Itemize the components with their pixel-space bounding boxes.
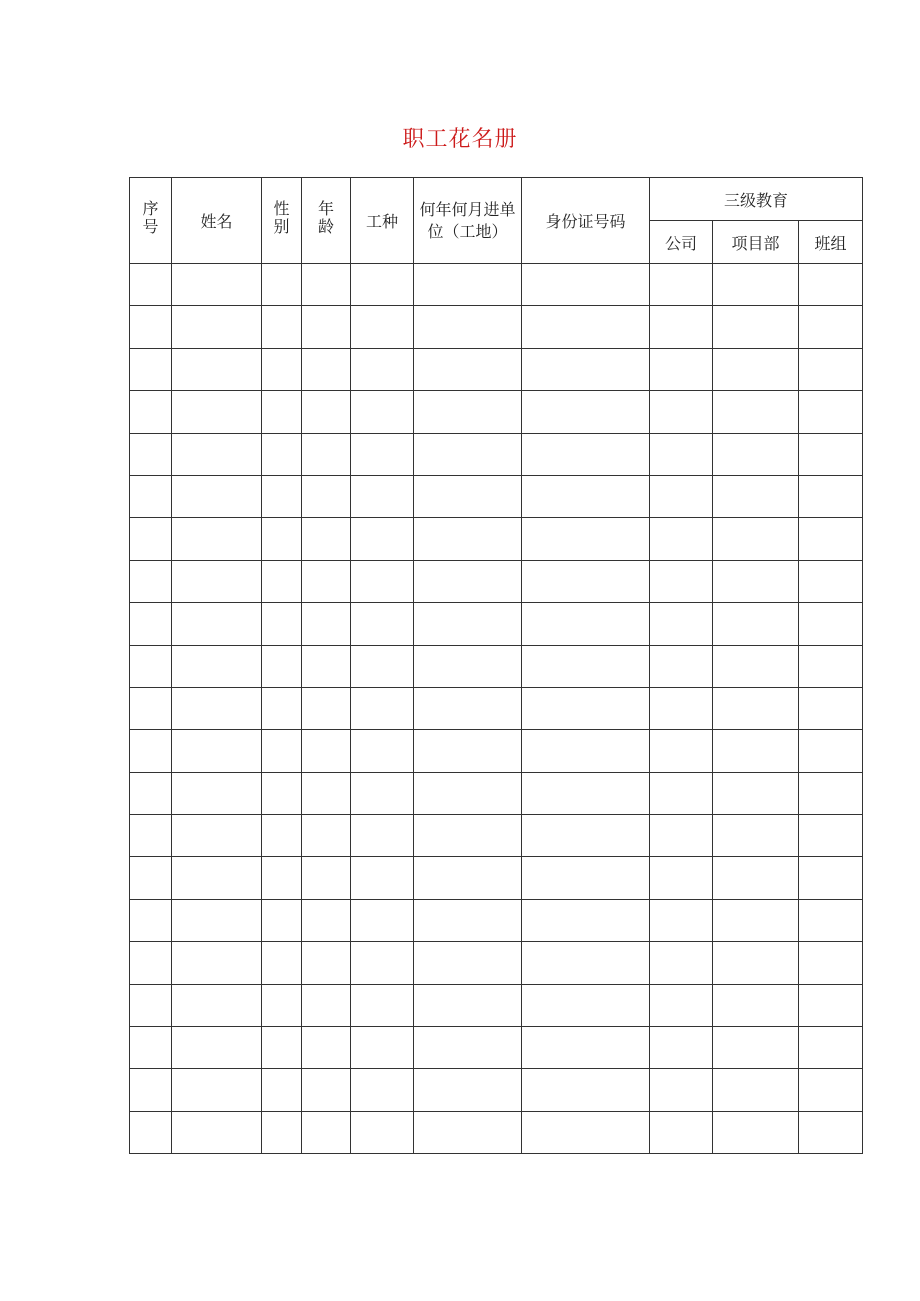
table-cell[interactable]	[172, 730, 262, 772]
header-seq-label: 序号	[142, 199, 159, 236]
table-cell[interactable]	[650, 730, 713, 772]
table-cell[interactable]	[713, 942, 799, 984]
table-cell[interactable]	[351, 1111, 414, 1153]
table-cell[interactable]	[262, 1069, 302, 1111]
table-cell[interactable]	[522, 772, 650, 814]
header-trade	[351, 178, 414, 264]
table-cell[interactable]	[172, 857, 262, 899]
table-cell[interactable]	[713, 306, 799, 348]
table-row	[130, 560, 863, 602]
table-cell[interactable]	[351, 815, 414, 857]
table-cell[interactable]	[799, 645, 863, 687]
table-cell[interactable]	[302, 391, 351, 433]
header-entry	[414, 178, 522, 264]
table-cell[interactable]	[262, 348, 302, 390]
table-cell[interactable]	[713, 857, 799, 899]
table-cell[interactable]	[130, 942, 172, 984]
table-cell[interactable]	[130, 518, 172, 560]
table-row	[130, 1069, 863, 1111]
table-cell[interactable]	[650, 942, 713, 984]
table-cell[interactable]	[302, 899, 351, 941]
table-cell[interactable]	[799, 687, 863, 729]
table-cell[interactable]	[172, 603, 262, 645]
table-cell[interactable]	[302, 645, 351, 687]
table-cell[interactable]	[130, 899, 172, 941]
table-cell[interactable]	[799, 942, 863, 984]
table-cell[interactable]	[650, 1069, 713, 1111]
table-row	[130, 264, 863, 306]
table-cell[interactable]	[650, 433, 713, 475]
table-cell[interactable]	[262, 1027, 302, 1069]
table-cell[interactable]	[130, 433, 172, 475]
table-row	[130, 899, 863, 941]
table-cell[interactable]	[799, 857, 863, 899]
table-cell[interactable]	[172, 1069, 262, 1111]
table-cell[interactable]	[172, 687, 262, 729]
table-cell[interactable]	[172, 264, 262, 306]
table-cell[interactable]	[713, 391, 799, 433]
header-id-number	[522, 178, 650, 264]
table-cell[interactable]	[130, 984, 172, 1026]
table-cell[interactable]	[522, 1111, 650, 1153]
table-cell[interactable]	[262, 730, 302, 772]
table-cell[interactable]	[351, 730, 414, 772]
table-cell[interactable]	[351, 1069, 414, 1111]
table-cell[interactable]	[713, 1111, 799, 1153]
header-education-team-label: 班组	[814, 233, 847, 253]
table-cell[interactable]	[351, 899, 414, 941]
table-cell[interactable]	[414, 560, 522, 602]
table-row	[130, 857, 863, 899]
table-cell[interactable]	[172, 815, 262, 857]
table-cell[interactable]	[414, 518, 522, 560]
header-id-number-label: 身份证号码	[545, 212, 626, 231]
table-cell[interactable]	[522, 391, 650, 433]
table-cell[interactable]	[262, 772, 302, 814]
header-name-label: 姓名	[200, 212, 233, 231]
table-cell[interactable]	[130, 603, 172, 645]
table-cell[interactable]	[262, 560, 302, 602]
table-cell[interactable]	[302, 1111, 351, 1153]
table-cell[interactable]	[262, 433, 302, 475]
table-cell[interactable]	[522, 433, 650, 475]
table-cell[interactable]	[713, 518, 799, 560]
table-cell[interactable]	[522, 475, 650, 517]
table-cell[interactable]	[522, 942, 650, 984]
table-cell[interactable]	[130, 1069, 172, 1111]
table-cell[interactable]	[351, 984, 414, 1026]
table-cell[interactable]	[650, 899, 713, 941]
table-cell[interactable]	[650, 264, 713, 306]
table-cell[interactable]	[262, 264, 302, 306]
table-cell[interactable]	[130, 560, 172, 602]
table-cell[interactable]	[650, 687, 713, 729]
roster-body	[130, 264, 863, 1154]
table-cell[interactable]	[172, 433, 262, 475]
table-cell[interactable]	[522, 603, 650, 645]
table-cell[interactable]	[262, 857, 302, 899]
table-cell[interactable]	[130, 730, 172, 772]
table-cell[interactable]	[650, 518, 713, 560]
table-cell[interactable]	[799, 306, 863, 348]
table-cell[interactable]	[799, 264, 863, 306]
table-cell[interactable]	[713, 1069, 799, 1111]
table-row	[130, 1111, 863, 1153]
table-cell[interactable]	[172, 391, 262, 433]
page-title: 职工花名册	[402, 127, 518, 152]
table-cell[interactable]	[262, 645, 302, 687]
table-cell[interactable]	[302, 433, 351, 475]
table-cell[interactable]	[172, 518, 262, 560]
table-cell[interactable]	[650, 391, 713, 433]
table-cell[interactable]	[262, 475, 302, 517]
header-name	[172, 178, 262, 264]
table-cell[interactable]	[713, 348, 799, 390]
table-row	[130, 942, 863, 984]
table-cell[interactable]	[799, 899, 863, 941]
table-cell[interactable]	[414, 942, 522, 984]
table-cell[interactable]	[522, 1027, 650, 1069]
table-cell[interactable]	[650, 1111, 713, 1153]
table-row	[130, 603, 863, 645]
table-cell[interactable]	[172, 942, 262, 984]
table-cell[interactable]	[351, 603, 414, 645]
table-cell[interactable]	[302, 857, 351, 899]
table-cell[interactable]	[414, 603, 522, 645]
table-cell[interactable]	[172, 1111, 262, 1153]
table-cell[interactable]	[262, 687, 302, 729]
table-cell[interactable]	[262, 942, 302, 984]
header-seq	[130, 178, 172, 264]
table-cell[interactable]	[172, 899, 262, 941]
table-cell[interactable]	[302, 984, 351, 1026]
header-gender-label: 性别	[273, 199, 290, 236]
table-cell[interactable]	[414, 264, 522, 306]
header-education	[650, 178, 863, 221]
table-cell[interactable]	[713, 560, 799, 602]
table-cell[interactable]	[650, 306, 713, 348]
table-cell[interactable]	[351, 942, 414, 984]
table-cell[interactable]	[302, 1027, 351, 1069]
table-cell[interactable]	[302, 603, 351, 645]
table-cell[interactable]	[172, 772, 262, 814]
table-cell[interactable]	[799, 391, 863, 433]
table-cell[interactable]	[522, 645, 650, 687]
table-cell[interactable]	[414, 772, 522, 814]
table-cell[interactable]	[351, 475, 414, 517]
table-row	[130, 815, 863, 857]
table-cell[interactable]	[650, 984, 713, 1026]
table-cell[interactable]	[799, 1069, 863, 1111]
table-cell[interactable]	[262, 391, 302, 433]
header-age-label: 年龄	[318, 199, 335, 236]
header-trade-label: 工种	[365, 212, 398, 231]
table-cell[interactable]	[302, 348, 351, 390]
table-cell[interactable]	[172, 560, 262, 602]
table-cell[interactable]	[414, 984, 522, 1026]
table-cell[interactable]	[262, 984, 302, 1026]
table-cell[interactable]	[262, 306, 302, 348]
table-cell[interactable]	[351, 857, 414, 899]
table-cell[interactable]	[172, 306, 262, 348]
table-cell[interactable]	[799, 815, 863, 857]
table-cell[interactable]	[262, 899, 302, 941]
table-cell[interactable]	[799, 348, 863, 390]
table-row	[130, 1027, 863, 1069]
table-cell[interactable]	[262, 603, 302, 645]
table-cell[interactable]	[130, 687, 172, 729]
table-cell[interactable]	[799, 603, 863, 645]
table-cell[interactable]	[130, 306, 172, 348]
table-cell[interactable]	[414, 730, 522, 772]
table-cell[interactable]	[130, 1027, 172, 1069]
table-row	[130, 730, 863, 772]
table-row	[130, 518, 863, 560]
table-cell[interactable]	[713, 264, 799, 306]
table-cell[interactable]	[799, 560, 863, 602]
table-cell[interactable]	[262, 1111, 302, 1153]
table-cell[interactable]	[650, 815, 713, 857]
table-cell[interactable]	[414, 857, 522, 899]
table-cell[interactable]	[130, 348, 172, 390]
table-cell[interactable]	[172, 475, 262, 517]
table-cell[interactable]	[799, 1111, 863, 1153]
table-cell[interactable]	[713, 475, 799, 517]
table-cell[interactable]	[522, 560, 650, 602]
table-cell[interactable]	[713, 687, 799, 729]
table-cell[interactable]	[650, 348, 713, 390]
table-row	[130, 475, 863, 517]
table-cell[interactable]	[262, 815, 302, 857]
header-education-team	[799, 221, 863, 264]
table-cell[interactable]	[414, 348, 522, 390]
table-cell[interactable]	[414, 815, 522, 857]
table-row	[130, 433, 863, 475]
table-cell[interactable]	[302, 475, 351, 517]
table-cell[interactable]	[522, 984, 650, 1026]
table-cell[interactable]	[172, 645, 262, 687]
table-cell[interactable]	[302, 560, 351, 602]
table-cell[interactable]	[522, 1069, 650, 1111]
table-row	[130, 306, 863, 348]
table-cell[interactable]	[351, 772, 414, 814]
table-cell[interactable]	[414, 475, 522, 517]
table-cell[interactable]	[351, 518, 414, 560]
table-cell[interactable]	[130, 1111, 172, 1153]
table-cell[interactable]	[130, 645, 172, 687]
table-cell[interactable]	[414, 1111, 522, 1153]
table-cell[interactable]	[414, 1069, 522, 1111]
table-cell[interactable]	[799, 984, 863, 1026]
header-education-company	[650, 221, 713, 264]
table-cell[interactable]	[302, 264, 351, 306]
table-cell[interactable]	[650, 603, 713, 645]
table-cell[interactable]	[650, 560, 713, 602]
table-cell[interactable]	[522, 264, 650, 306]
table-cell[interactable]	[351, 391, 414, 433]
table-cell[interactable]	[172, 984, 262, 1026]
table-cell[interactable]	[302, 687, 351, 729]
table-cell[interactable]	[172, 348, 262, 390]
table-cell[interactable]	[302, 772, 351, 814]
table-cell[interactable]	[799, 475, 863, 517]
table-cell[interactable]	[650, 772, 713, 814]
table-cell[interactable]	[522, 815, 650, 857]
table-cell[interactable]	[522, 306, 650, 348]
table-cell[interactable]	[522, 518, 650, 560]
table-cell[interactable]	[522, 730, 650, 772]
table-cell[interactable]	[650, 1027, 713, 1069]
table-cell[interactable]	[414, 899, 522, 941]
table-cell[interactable]	[713, 772, 799, 814]
table-cell[interactable]	[172, 1027, 262, 1069]
table-cell[interactable]	[713, 433, 799, 475]
table-cell[interactable]	[130, 772, 172, 814]
table-cell[interactable]	[650, 645, 713, 687]
table-cell[interactable]	[414, 306, 522, 348]
table-cell[interactable]	[799, 518, 863, 560]
table-row	[130, 687, 863, 729]
table-cell[interactable]	[302, 518, 351, 560]
table-cell[interactable]	[414, 433, 522, 475]
table-cell[interactable]	[302, 306, 351, 348]
table-cell[interactable]	[351, 433, 414, 475]
table-cell[interactable]	[713, 603, 799, 645]
table-cell[interactable]	[302, 1069, 351, 1111]
table-row	[130, 391, 863, 433]
table-row	[130, 645, 863, 687]
table-row	[130, 348, 863, 390]
employee-roster-table	[129, 177, 863, 1154]
table-cell[interactable]	[713, 815, 799, 857]
header-age	[302, 178, 351, 264]
table-cell[interactable]	[713, 899, 799, 941]
table-cell[interactable]	[302, 730, 351, 772]
table-cell[interactable]	[351, 687, 414, 729]
table-cell[interactable]	[351, 1027, 414, 1069]
table-cell[interactable]	[351, 264, 414, 306]
table-cell[interactable]	[351, 348, 414, 390]
table-cell[interactable]	[799, 1027, 863, 1069]
table-cell[interactable]	[130, 857, 172, 899]
table-row	[130, 984, 863, 1026]
header-education-company-label: 公司	[664, 233, 697, 253]
table-cell[interactable]	[522, 687, 650, 729]
table-cell[interactable]	[414, 1027, 522, 1069]
table-cell[interactable]	[130, 391, 172, 433]
table-cell[interactable]	[713, 730, 799, 772]
table-cell[interactable]	[799, 433, 863, 475]
header-education-project-label: 项目部	[731, 233, 780, 253]
table-cell[interactable]	[302, 815, 351, 857]
table-cell[interactable]	[414, 687, 522, 729]
table-cell[interactable]	[262, 518, 302, 560]
header-entry-label: 何年何月进单位（工地）	[419, 199, 516, 241]
table-row	[130, 772, 863, 814]
table-cell[interactable]	[650, 857, 713, 899]
table-cell[interactable]	[130, 264, 172, 306]
table-cell[interactable]	[799, 772, 863, 814]
table-cell[interactable]	[522, 857, 650, 899]
table-cell[interactable]	[130, 475, 172, 517]
table-cell[interactable]	[799, 730, 863, 772]
table-cell[interactable]	[713, 1027, 799, 1069]
table-cell[interactable]	[351, 560, 414, 602]
table-cell[interactable]	[351, 306, 414, 348]
table-cell[interactable]	[713, 645, 799, 687]
table-cell[interactable]	[713, 984, 799, 1026]
table-cell[interactable]	[302, 942, 351, 984]
table-cell[interactable]	[650, 475, 713, 517]
table-cell[interactable]	[522, 348, 650, 390]
table-cell[interactable]	[414, 391, 522, 433]
header-gender	[262, 178, 302, 264]
table-cell[interactable]	[351, 645, 414, 687]
table-cell[interactable]	[130, 815, 172, 857]
table-cell[interactable]	[522, 899, 650, 941]
header-education-project	[713, 221, 799, 264]
header-education-label: 三级教育	[723, 190, 788, 210]
table-cell[interactable]	[414, 645, 522, 687]
